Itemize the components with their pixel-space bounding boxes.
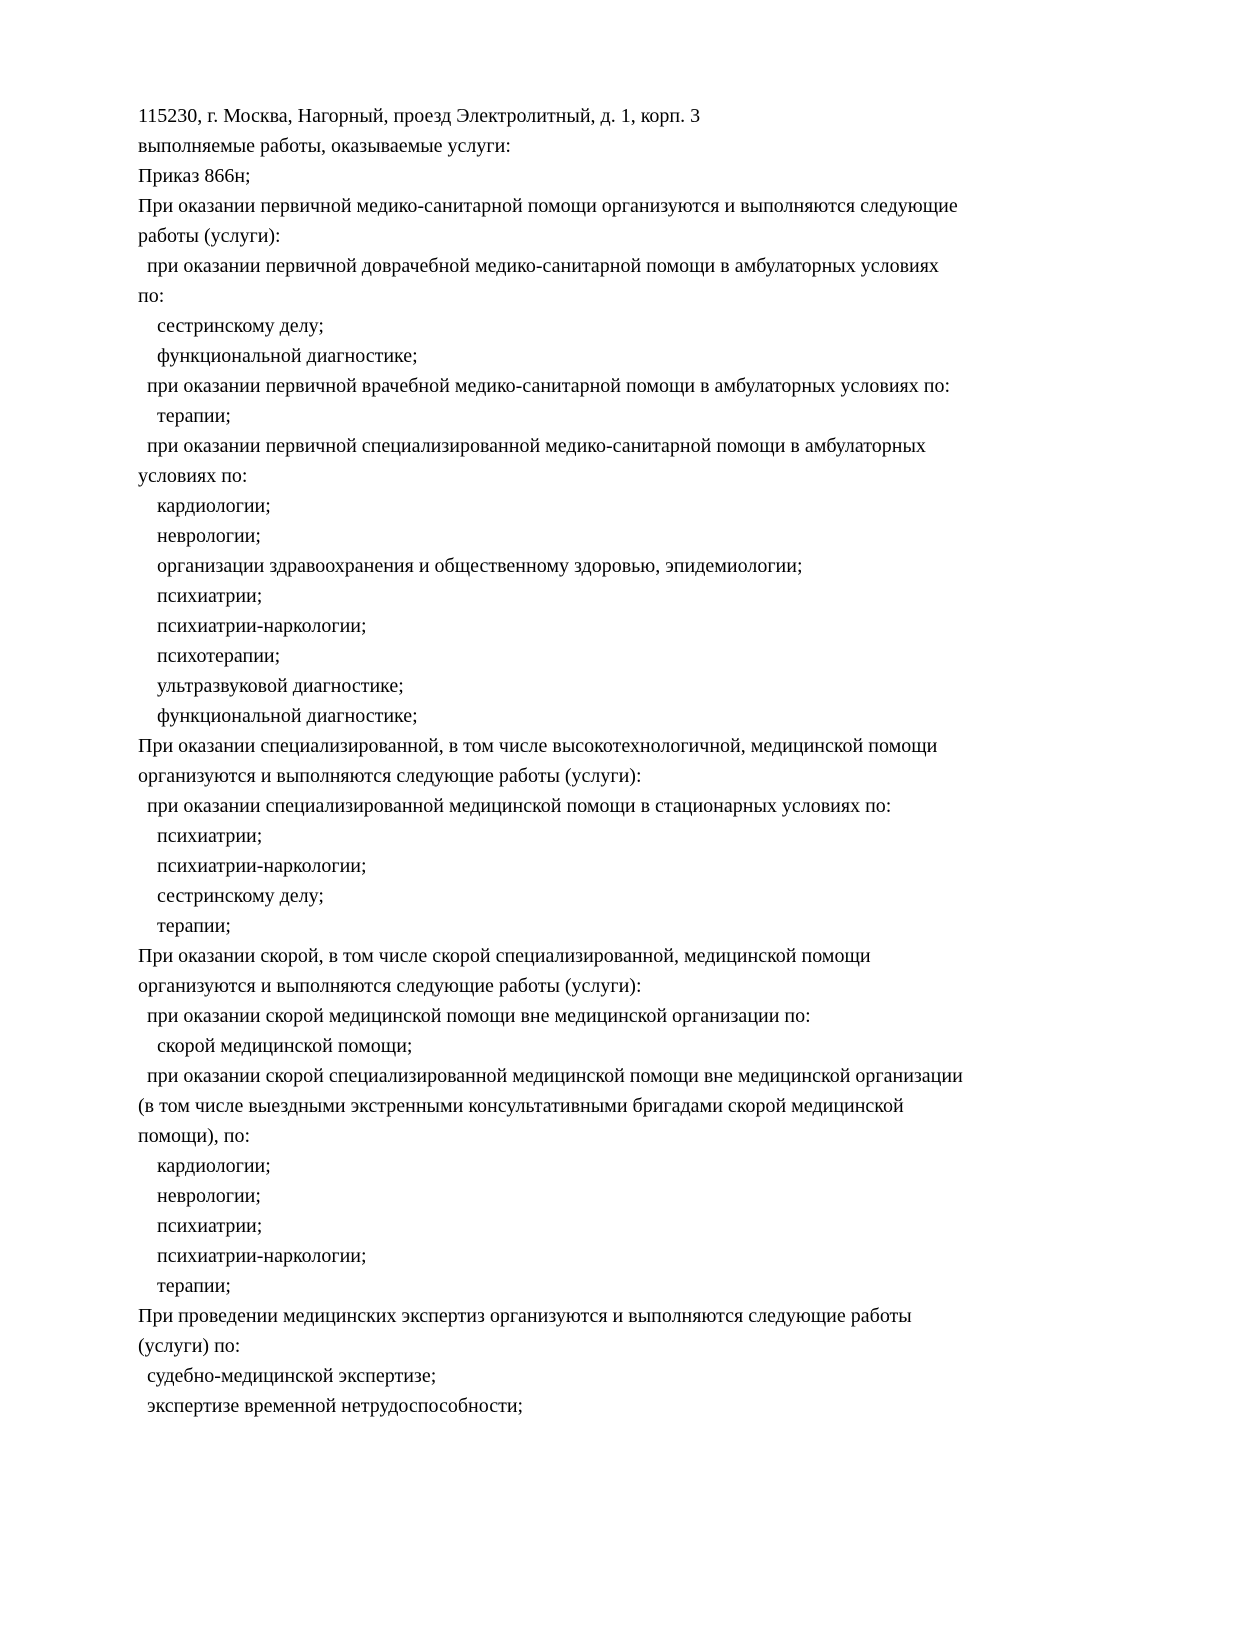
text-line: При оказании первичной медико-санитарной помощи организуются и выполняются следующие	[138, 195, 958, 217]
text-line: психиатрии;	[157, 825, 263, 847]
text-line: сестринскому делу;	[157, 885, 324, 907]
text-line: организации здравоохранения и общественному здоровью, эпидемиологии;	[157, 555, 803, 577]
text-line: функциональной диагностике;	[157, 345, 418, 367]
text-line: психиатрии;	[157, 585, 263, 607]
text-line: ультразвуковой диагностике;	[157, 675, 404, 697]
text-line: работы (услуги):	[138, 225, 281, 247]
text-line: психиатрии-наркологии;	[157, 615, 367, 637]
text-line: При оказании специализированной, в том числе высокотехнологичной, медицинской помощи	[138, 735, 938, 757]
text-line: При оказании скорой, в том числе скорой специализированной, медицинской помощи	[138, 945, 871, 967]
text-line: организуются и выполняются следующие работы (услуги):	[138, 765, 642, 787]
text-line: функциональной диагностике;	[157, 705, 418, 727]
document-text-block	[138, 101, 1178, 1421]
text-line: Приказ 866н;	[138, 165, 251, 187]
text-line: 115230, г. Москва, Нагорный, проезд Электролитный, д. 1, корп. 3	[138, 105, 701, 127]
text-line: психотерапии;	[157, 645, 281, 667]
text-line: условиях по:	[138, 465, 248, 487]
text-line: по:	[138, 285, 165, 307]
text-line: терапии;	[157, 405, 231, 427]
text-line: помощи), по:	[138, 1125, 251, 1147]
text-line: судебно-медицинской экспертизе;	[147, 1365, 437, 1387]
text-line: неврологии;	[157, 1185, 261, 1207]
text-line: при оказании первичной специализированной медико-санитарной помощи в амбулаторных	[147, 435, 926, 457]
text-line: психиатрии-наркологии;	[157, 855, 367, 877]
text-line: (в том числе выездными экстренными консультативными бригадами скорой медицинской	[138, 1095, 904, 1117]
text-line: При проведении медицинских экспертиз организуются и выполняются следующие работы	[138, 1305, 912, 1327]
text-line: неврологии;	[157, 525, 261, 547]
text-line: выполняемые работы, оказываемые услуги:	[138, 135, 511, 157]
text-line: терапии;	[157, 915, 231, 937]
text-line: сестринскому делу;	[157, 315, 324, 337]
text-line: при оказании первичной врачебной медико-санитарной помощи в амбулаторных условиях по:	[147, 375, 951, 397]
text-line: психиатрии;	[157, 1215, 263, 1237]
text-line: при оказании скорой специализированной медицинской помощи вне медицинской организации	[147, 1065, 963, 1087]
text-line: организуются и выполняются следующие работы (услуги):	[138, 975, 642, 997]
text-line: скорой медицинской помощи;	[157, 1035, 413, 1057]
text-line: терапии;	[157, 1275, 231, 1297]
text-line: психиатрии-наркологии;	[157, 1245, 367, 1267]
text-line: кардиологии;	[157, 495, 271, 517]
text-line: экспертизе временной нетрудоспособности;	[147, 1395, 524, 1417]
text-line: кардиологии;	[157, 1155, 271, 1177]
text-line: при оказании скорой медицинской помощи вне медицинской организации по:	[147, 1005, 811, 1027]
text-line: при оказании первичной доврачебной медико-санитарной помощи в амбулаторных условиях	[147, 255, 939, 277]
text-line: при оказании специализированной медицинской помощи в стационарных условиях по:	[147, 795, 892, 817]
text-line: (услуги) по:	[138, 1335, 241, 1357]
